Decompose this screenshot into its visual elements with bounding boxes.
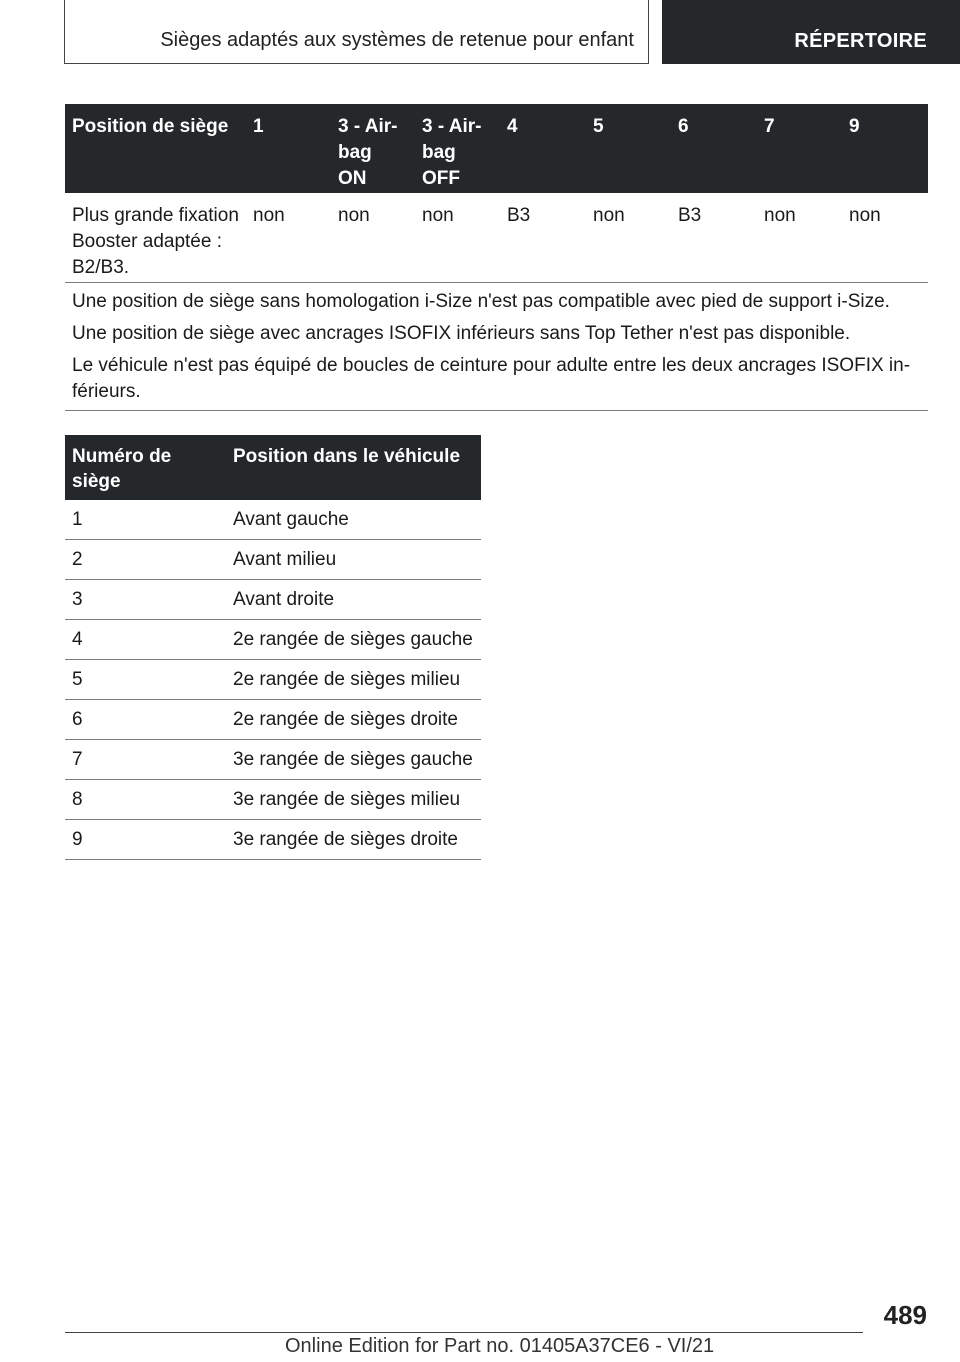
table-row xyxy=(65,660,481,700)
seat-number-table xyxy=(65,435,481,860)
header-cell: 4 xyxy=(507,116,518,137)
section-tab[interactable] xyxy=(662,0,960,64)
page-number: 489 xyxy=(883,1300,927,1330)
table-row xyxy=(65,193,928,283)
note-text: Le véhicule n'est pas équipé de boucles de ceinture pour adulte entre les deux ancrages ISOFIX in- férieurs. xyxy=(72,355,911,402)
seat-location: 2e rangée de sièges droite xyxy=(233,709,458,730)
seat-number: 3 xyxy=(72,589,83,610)
table-cell: non xyxy=(422,205,454,226)
table-row xyxy=(65,820,481,860)
table-cell: non xyxy=(593,205,625,226)
seat-number: 8 xyxy=(72,789,83,810)
seat-location: Avant gauche xyxy=(233,509,349,530)
header-cell: 1 xyxy=(253,116,264,137)
header-cell: 3 - Air- bag ON xyxy=(338,116,398,189)
header-cell: 7 xyxy=(764,116,775,137)
seat-location: 2e rangée de sièges milieu xyxy=(233,669,461,690)
table-divider xyxy=(65,410,928,411)
table-row xyxy=(65,500,481,540)
seat-location: 3e rangée de sièges droite xyxy=(233,829,458,850)
table-row xyxy=(65,620,481,660)
header-cell: 5 xyxy=(593,116,604,137)
seat-number: 2 xyxy=(72,549,83,570)
table-row xyxy=(65,780,481,820)
seat-location: 3e rangée de sièges milieu xyxy=(233,789,461,810)
header-cell: Numéro de siège xyxy=(72,446,172,492)
table-row xyxy=(65,580,481,620)
chapter-title xyxy=(64,0,649,64)
table-cell: Plus grande fixation Booster adaptée : B2/B3. xyxy=(72,205,239,278)
note-text: Une position de siège avec ancrages ISOFIX inférieurs sans Top Tether n'est pas disponible. xyxy=(72,323,851,344)
header-cell: 3 - Air- bag OFF xyxy=(422,116,482,189)
seat-location: 3e rangée de sièges gauche xyxy=(233,749,473,770)
seat-number: 4 xyxy=(72,629,83,650)
chapter-title-text: Sièges adaptés aux systèmes de retenue pour enfant xyxy=(160,29,634,51)
header-cell: Position de siège xyxy=(72,116,229,137)
table-row xyxy=(65,540,481,580)
header-cell: Position dans le véhicule xyxy=(233,446,461,467)
section-tab-label: RÉPERTOIRE xyxy=(794,30,927,52)
footer-divider xyxy=(65,1332,863,1333)
seat-position-table xyxy=(65,104,928,402)
table-cell: B3 xyxy=(507,205,531,226)
seat-location: Avant milieu xyxy=(233,549,337,570)
seat-number: 6 xyxy=(72,709,83,730)
table-row xyxy=(65,740,481,780)
seat-number: 9 xyxy=(72,829,83,850)
seat-number: 1 xyxy=(72,509,83,530)
edition-note: Online Edition for Part no. 01405A37CE6 - VI/21 xyxy=(285,1335,715,1357)
seat-number: 5 xyxy=(72,669,83,690)
table-header-row xyxy=(65,435,481,500)
table-header-row xyxy=(65,104,928,193)
seat-location: Avant droite xyxy=(233,589,335,610)
table-cell: non xyxy=(849,205,881,226)
table-cell: non xyxy=(338,205,370,226)
table-cell: non xyxy=(764,205,796,226)
table-cell: non xyxy=(253,205,285,226)
seat-location: 2e rangée de sièges gauche xyxy=(233,629,473,650)
seat-number: 7 xyxy=(72,749,83,770)
table-row xyxy=(65,700,481,740)
header-cell: 6 xyxy=(678,116,689,137)
header-cell: 9 xyxy=(849,116,860,137)
table-cell: B3 xyxy=(678,205,702,226)
table-notes xyxy=(72,289,922,411)
note-text: Une position de siège sans homologation i-Size n'est pas compatible avec pied de support i-Size. xyxy=(72,291,890,312)
